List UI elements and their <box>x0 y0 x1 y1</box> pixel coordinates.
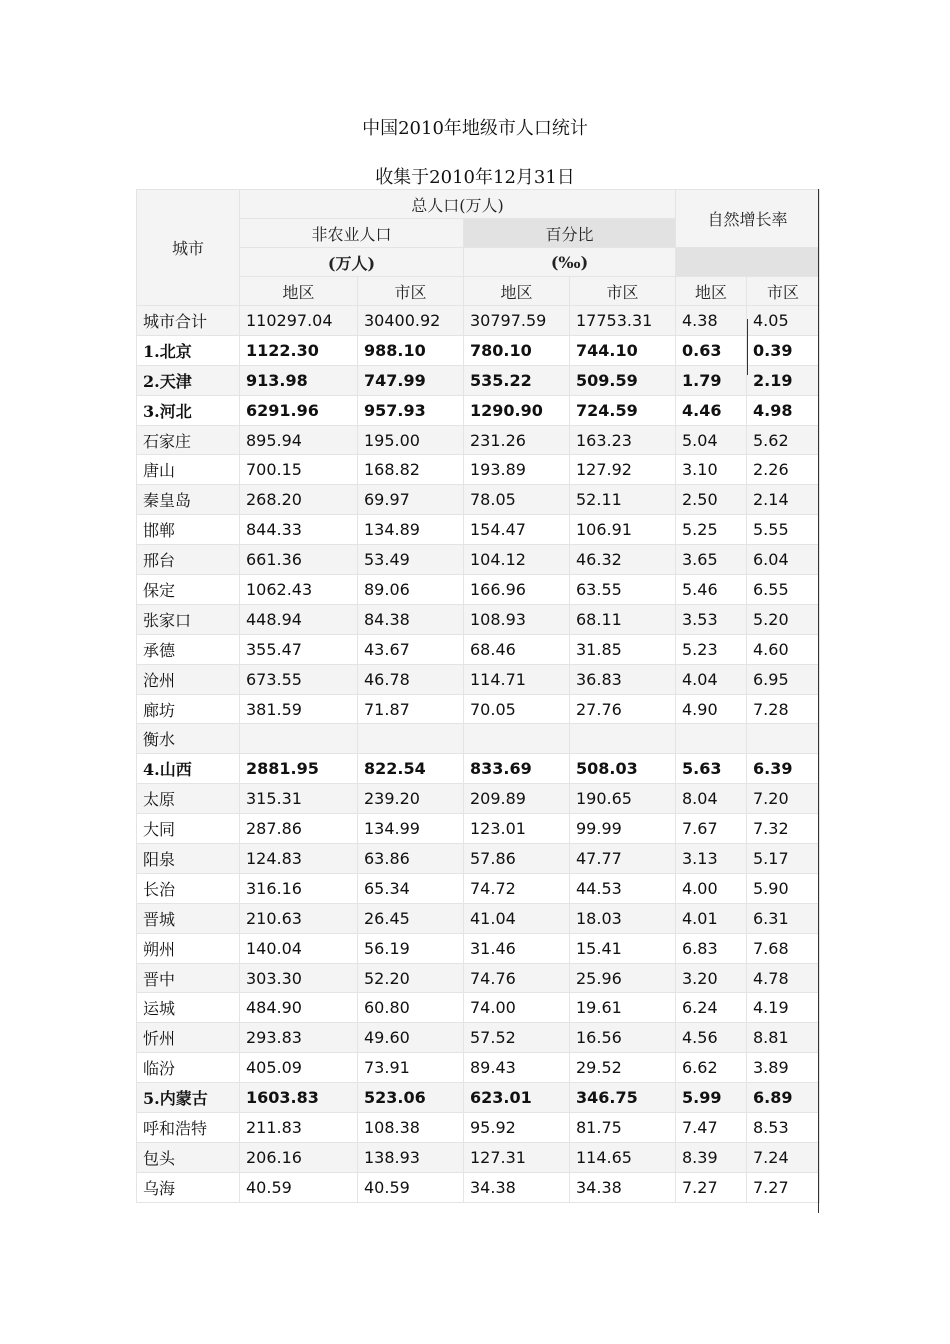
cell-value: 3.89 <box>747 1053 820 1083</box>
cell-value: 4.05 <box>747 306 820 336</box>
cell-city: 临汾 <box>137 1053 240 1083</box>
cell-value: 268.20 <box>240 485 358 515</box>
cell-city: 大同 <box>137 814 240 844</box>
cell-value <box>464 724 570 754</box>
cell-value: 6.83 <box>676 933 747 963</box>
cell-city: 衡水 <box>137 724 240 754</box>
cell-value: 114.65 <box>570 1142 676 1172</box>
header-district-1: 地区 <box>240 277 358 306</box>
header-urban-2: 市区 <box>570 277 676 306</box>
table-row <box>137 844 820 874</box>
cell-value: 2881.95 <box>240 754 358 784</box>
table-row <box>137 754 820 784</box>
cell-value: 154.47 <box>464 515 570 545</box>
table-row <box>137 634 820 664</box>
table-row <box>137 604 820 634</box>
cell-value: 5.17 <box>747 844 820 874</box>
table-row <box>137 1023 820 1053</box>
cell-value <box>747 724 820 754</box>
cell-value <box>676 724 747 754</box>
cell-city: 忻州 <box>137 1023 240 1053</box>
cell-value: 209.89 <box>464 784 570 814</box>
cell-city: 石家庄 <box>137 425 240 455</box>
cell-value: 127.92 <box>570 455 676 485</box>
cell-value: 17753.31 <box>570 306 676 336</box>
header-unit-blank <box>676 248 820 277</box>
cell-value: 74.00 <box>464 993 570 1023</box>
cell-value <box>358 724 464 754</box>
table-row <box>137 784 820 814</box>
cell-value: 43.67 <box>358 634 464 664</box>
cell-city: 朔州 <box>137 933 240 963</box>
cell-value: 40.59 <box>240 1172 358 1202</box>
cell-value: 104.12 <box>464 545 570 575</box>
cell-value: 73.91 <box>358 1053 464 1083</box>
cell-value: 3.13 <box>676 844 747 874</box>
cell-value: 41.04 <box>464 903 570 933</box>
cell-value: 8.81 <box>747 1023 820 1053</box>
cell-value <box>240 724 358 754</box>
cell-value: 19.61 <box>570 993 676 1023</box>
cell-value: 47.77 <box>570 844 676 874</box>
cell-value: 7.47 <box>676 1113 747 1143</box>
cell-value: 195.00 <box>358 425 464 455</box>
cell-value: 7.27 <box>676 1172 747 1202</box>
page-title: 中国2010年地级市人口统计 <box>362 118 588 139</box>
cell-value: 89.06 <box>358 575 464 605</box>
table-row <box>137 1053 820 1083</box>
cell-value: 78.05 <box>464 485 570 515</box>
table-row <box>137 515 820 545</box>
cell-city: 承德 <box>137 634 240 664</box>
cell-city: 3.河北 <box>137 395 240 425</box>
cell-value: 7.67 <box>676 814 747 844</box>
cell-value: 5.63 <box>676 754 747 784</box>
cell-value: 895.94 <box>240 425 358 455</box>
cell-value: 30797.59 <box>464 306 570 336</box>
cell-value: 4.98 <box>747 395 820 425</box>
cell-value: 210.63 <box>240 903 358 933</box>
cell-value: 661.36 <box>240 545 358 575</box>
cell-value: 448.94 <box>240 604 358 634</box>
cell-value: 523.06 <box>358 1083 464 1113</box>
cell-city: 呼和浩特 <box>137 1113 240 1143</box>
cell-value: 4.90 <box>676 694 747 724</box>
table-row <box>137 455 820 485</box>
cell-value: 405.09 <box>240 1053 358 1083</box>
cell-value: 8.04 <box>676 784 747 814</box>
cell-value: 34.38 <box>464 1172 570 1202</box>
cell-value: 57.86 <box>464 844 570 874</box>
cell-value: 211.83 <box>240 1113 358 1143</box>
table-row <box>137 814 820 844</box>
cell-city: 唐山 <box>137 455 240 485</box>
cell-value: 46.32 <box>570 545 676 575</box>
header-total-population: 总人口(万人) <box>240 190 676 219</box>
cell-value: 63.55 <box>570 575 676 605</box>
cell-value: 57.52 <box>464 1023 570 1053</box>
cell-city: 包头 <box>137 1142 240 1172</box>
cell-value: 2.19 <box>747 365 820 395</box>
table-row <box>137 963 820 993</box>
cell-value: 134.89 <box>358 515 464 545</box>
cell-value: 724.59 <box>570 395 676 425</box>
cell-value: 484.90 <box>240 993 358 1023</box>
cell-value: 239.20 <box>358 784 464 814</box>
cell-value: 780.10 <box>464 335 570 365</box>
table-right-border <box>818 189 819 1213</box>
cell-city: 秦皇岛 <box>137 485 240 515</box>
cell-value: 6.62 <box>676 1053 747 1083</box>
cell-value: 747.99 <box>358 365 464 395</box>
cell-city: 城市合计 <box>137 306 240 336</box>
cell-value: 2.50 <box>676 485 747 515</box>
cell-value: 1290.90 <box>464 395 570 425</box>
cell-value: 509.59 <box>570 365 676 395</box>
cell-city: 4.山西 <box>137 754 240 784</box>
cell-value: 3.10 <box>676 455 747 485</box>
cell-city: 运城 <box>137 993 240 1023</box>
cell-value: 7.24 <box>747 1142 820 1172</box>
cell-value: 700.15 <box>240 455 358 485</box>
cell-value: 535.22 <box>464 365 570 395</box>
cell-value: 25.96 <box>570 963 676 993</box>
page-subtitle: 收集于2010年12月31日 <box>375 167 575 188</box>
header-non-agri: 非农业人口 <box>240 219 464 248</box>
cell-value: 124.83 <box>240 844 358 874</box>
cell-city: 邯郸 <box>137 515 240 545</box>
cell-value: 193.89 <box>464 455 570 485</box>
cell-value: 108.93 <box>464 604 570 634</box>
cell-value: 74.72 <box>464 873 570 903</box>
cell-value: 913.98 <box>240 365 358 395</box>
cell-value: 4.38 <box>676 306 747 336</box>
cell-value: 3.65 <box>676 545 747 575</box>
population-table <box>136 189 820 1203</box>
table-row <box>137 395 820 425</box>
cell-value: 316.16 <box>240 873 358 903</box>
table-row <box>137 1113 820 1143</box>
cell-value: 49.60 <box>358 1023 464 1053</box>
header-percent: 百分比 <box>464 219 676 248</box>
cell-value: 46.78 <box>358 664 464 694</box>
table-row <box>137 1172 820 1202</box>
cell-value: 673.55 <box>240 664 358 694</box>
cell-value: 15.41 <box>570 933 676 963</box>
cell-value: 52.20 <box>358 963 464 993</box>
cell-value: 1603.83 <box>240 1083 358 1113</box>
cell-value: 1.79 <box>676 365 747 395</box>
cell-value: 31.46 <box>464 933 570 963</box>
cell-value: 5.62 <box>747 425 820 455</box>
cell-value: 95.92 <box>464 1113 570 1143</box>
cell-value <box>570 724 676 754</box>
cell-value: 6.39 <box>747 754 820 784</box>
cell-value: 231.26 <box>464 425 570 455</box>
cell-value: 4.60 <box>747 634 820 664</box>
cell-value: 7.27 <box>747 1172 820 1202</box>
cell-city: 长治 <box>137 873 240 903</box>
cell-value: 123.01 <box>464 814 570 844</box>
cell-value: 2.14 <box>747 485 820 515</box>
cell-city: 张家口 <box>137 604 240 634</box>
cell-value: 16.56 <box>570 1023 676 1053</box>
cell-value: 4.01 <box>676 903 747 933</box>
cell-value: 4.78 <box>747 963 820 993</box>
cell-value: 7.20 <box>747 784 820 814</box>
cell-value: 346.75 <box>570 1083 676 1113</box>
header-urban-1: 市区 <box>358 277 464 306</box>
cell-value: 31.85 <box>570 634 676 664</box>
cell-value: 190.65 <box>570 784 676 814</box>
cell-value: 287.86 <box>240 814 358 844</box>
cell-value: 6.55 <box>747 575 820 605</box>
header-unit-wan: (万人) <box>240 248 464 277</box>
table-row <box>137 306 820 336</box>
cell-value: 293.83 <box>240 1023 358 1053</box>
cell-value: 5.04 <box>676 425 747 455</box>
cell-value: 69.97 <box>358 485 464 515</box>
cell-value: 108.38 <box>358 1113 464 1143</box>
cell-value: 315.31 <box>240 784 358 814</box>
header-natural-growth: 自然增长率 <box>676 190 820 248</box>
cell-value: 68.46 <box>464 634 570 664</box>
cell-value: 0.39 <box>747 335 820 365</box>
table-row <box>137 993 820 1023</box>
cell-value: 4.04 <box>676 664 747 694</box>
cell-value: 40.59 <box>358 1172 464 1202</box>
header-district-2: 地区 <box>464 277 570 306</box>
cell-value: 52.11 <box>570 485 676 515</box>
cell-value: 71.87 <box>358 694 464 724</box>
cell-value: 206.16 <box>240 1142 358 1172</box>
cell-value: 303.30 <box>240 963 358 993</box>
table-row <box>137 724 820 754</box>
table-row <box>137 1142 820 1172</box>
cell-city: 保定 <box>137 575 240 605</box>
cell-value: 844.33 <box>240 515 358 545</box>
cell-value: 6291.96 <box>240 395 358 425</box>
cell-value: 6.89 <box>747 1083 820 1113</box>
table-row <box>137 694 820 724</box>
cell-value: 110297.04 <box>240 306 358 336</box>
cell-value: 744.10 <box>570 335 676 365</box>
cell-value: 5.99 <box>676 1083 747 1113</box>
cell-value: 1062.43 <box>240 575 358 605</box>
cell-city: 2.天津 <box>137 365 240 395</box>
cell-value: 106.91 <box>570 515 676 545</box>
cell-value: 166.96 <box>464 575 570 605</box>
cell-value: 6.04 <box>747 545 820 575</box>
cell-value: 27.76 <box>570 694 676 724</box>
cell-city: 沧州 <box>137 664 240 694</box>
cell-value: 81.75 <box>570 1113 676 1143</box>
cell-value: 508.03 <box>570 754 676 784</box>
header-city: 城市 <box>137 190 240 306</box>
cell-value: 89.43 <box>464 1053 570 1083</box>
cell-value: 29.52 <box>570 1053 676 1083</box>
table-row <box>137 873 820 903</box>
cell-value: 1122.30 <box>240 335 358 365</box>
table-row <box>137 425 820 455</box>
cell-city: 乌海 <box>137 1172 240 1202</box>
cell-value: 127.31 <box>464 1142 570 1172</box>
cell-value: 6.95 <box>747 664 820 694</box>
cell-value: 60.80 <box>358 993 464 1023</box>
table-row <box>137 664 820 694</box>
header-district-3: 地区 <box>676 277 747 306</box>
table-body <box>137 306 820 1203</box>
cell-value: 163.23 <box>570 425 676 455</box>
cell-city: 阳泉 <box>137 844 240 874</box>
header-urban-3: 市区 <box>747 277 820 306</box>
table-row <box>137 485 820 515</box>
cell-value: 134.99 <box>358 814 464 844</box>
cell-value: 7.68 <box>747 933 820 963</box>
header-unit-permille: (‰) <box>464 248 676 277</box>
cell-value: 26.45 <box>358 903 464 933</box>
table-row <box>137 545 820 575</box>
cell-value: 3.53 <box>676 604 747 634</box>
cell-value: 138.93 <box>358 1142 464 1172</box>
cell-city: 太原 <box>137 784 240 814</box>
cell-value: 6.31 <box>747 903 820 933</box>
cell-value: 18.03 <box>570 903 676 933</box>
cell-value: 168.82 <box>358 455 464 485</box>
cell-value: 6.24 <box>676 993 747 1023</box>
table-row <box>137 933 820 963</box>
cell-value: 30400.92 <box>358 306 464 336</box>
cell-value: 4.00 <box>676 873 747 903</box>
table-row <box>137 365 820 395</box>
cell-value: 68.11 <box>570 604 676 634</box>
cell-value: 114.71 <box>464 664 570 694</box>
cell-city: 1.北京 <box>137 335 240 365</box>
cell-value: 957.93 <box>358 395 464 425</box>
cell-value: 3.20 <box>676 963 747 993</box>
cell-city: 5.内蒙古 <box>137 1083 240 1113</box>
cell-value: 988.10 <box>358 335 464 365</box>
cell-value: 63.86 <box>358 844 464 874</box>
cell-value: 5.46 <box>676 575 747 605</box>
cell-value: 5.23 <box>676 634 747 664</box>
cell-value: 70.05 <box>464 694 570 724</box>
cell-value: 65.34 <box>358 873 464 903</box>
cell-value: 623.01 <box>464 1083 570 1113</box>
cell-city: 晋中 <box>137 963 240 993</box>
cell-value: 140.04 <box>240 933 358 963</box>
cell-value: 7.32 <box>747 814 820 844</box>
cell-value: 74.76 <box>464 963 570 993</box>
cell-value: 2.26 <box>747 455 820 485</box>
cell-value: 44.53 <box>570 873 676 903</box>
table-row <box>137 903 820 933</box>
cell-value: 7.28 <box>747 694 820 724</box>
cell-value: 4.46 <box>676 395 747 425</box>
cell-value: 36.83 <box>570 664 676 694</box>
cell-value: 8.53 <box>747 1113 820 1143</box>
cell-value: 53.49 <box>358 545 464 575</box>
cell-value: 99.99 <box>570 814 676 844</box>
table-row <box>137 575 820 605</box>
cell-value: 5.25 <box>676 515 747 545</box>
table-row <box>137 1083 820 1113</box>
cell-value: 4.56 <box>676 1023 747 1053</box>
cell-value: 381.59 <box>240 694 358 724</box>
cell-value: 5.20 <box>747 604 820 634</box>
cell-city: 晋城 <box>137 903 240 933</box>
cell-value: 34.38 <box>570 1172 676 1202</box>
cell-city: 邢台 <box>137 545 240 575</box>
cell-value: 0.63 <box>676 335 747 365</box>
cell-value: 5.90 <box>747 873 820 903</box>
cell-value: 8.39 <box>676 1142 747 1172</box>
growth-divider-line <box>747 319 748 375</box>
cell-value: 84.38 <box>358 604 464 634</box>
cell-value: 56.19 <box>358 933 464 963</box>
cell-city: 廊坊 <box>137 694 240 724</box>
cell-value: 4.19 <box>747 993 820 1023</box>
cell-value: 822.54 <box>358 754 464 784</box>
cell-value: 355.47 <box>240 634 358 664</box>
table-row <box>137 335 820 365</box>
cell-value: 833.69 <box>464 754 570 784</box>
cell-value: 5.55 <box>747 515 820 545</box>
